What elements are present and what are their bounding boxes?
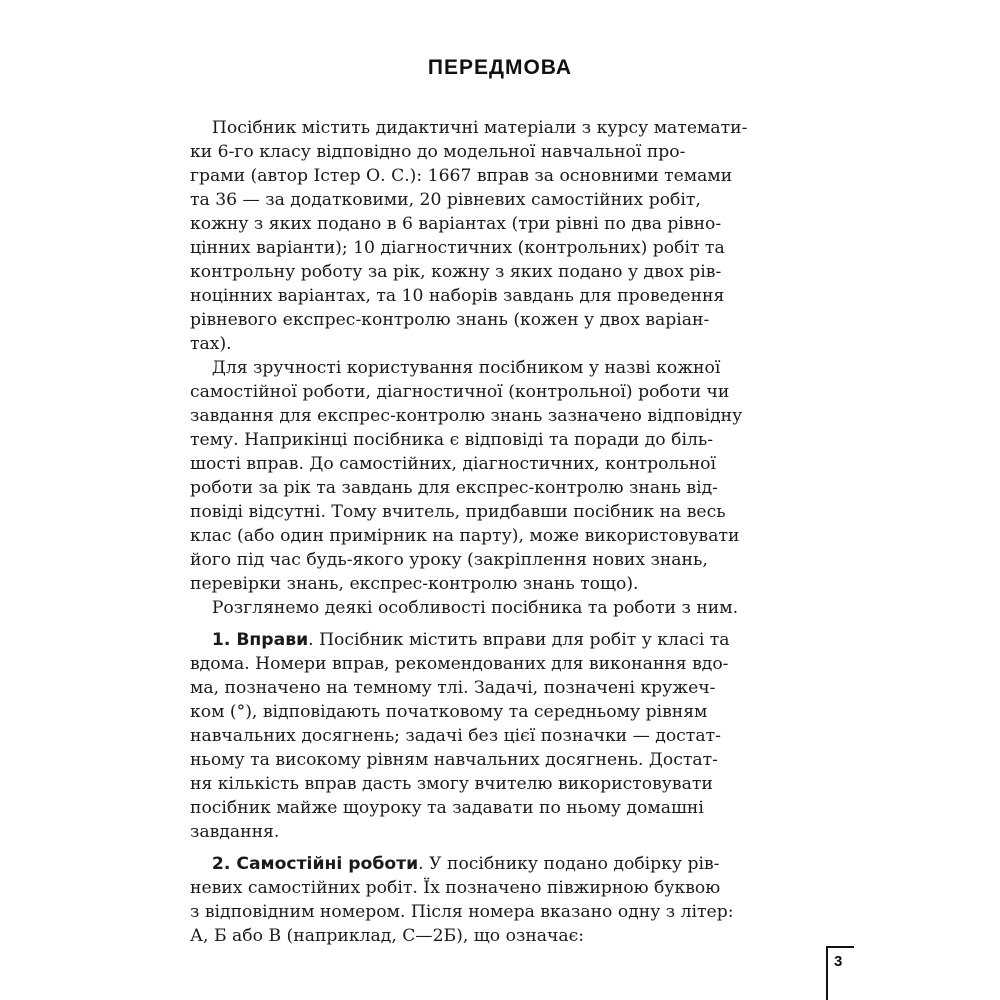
paragraph-independent-work — [190, 852, 830, 948]
text-line: з відповідним номером. Після номера вказано одну з літер: — [190, 902, 734, 922]
text-line: завдання. — [190, 822, 280, 842]
text-line: посібник майже щоуроку та задавати по ньому домашні — [190, 798, 704, 818]
paragraph-exercises — [190, 628, 830, 844]
paragraph-overview — [190, 596, 830, 620]
section-heading-independent-work: 2. Самостійні роботи — [211, 854, 419, 874]
text-line-rest: . Посібник містить вправи для робіт у класі та — [308, 630, 730, 650]
text-line: контрольну роботу за рік, кожну з яких подано у двох рів- — [190, 262, 722, 282]
page-number: 3 — [834, 953, 843, 970]
text-line: ня кількість вправ дасть змогу вчителю використовувати — [190, 774, 713, 794]
text-line: клас (або один примірник на парту), може використовувати — [190, 526, 740, 546]
text-line: тему. Наприкінці посібника є відповіді та поради до біль- — [190, 430, 714, 450]
text-line-rest: . У посібнику подано добірку рів- — [418, 854, 720, 874]
text-line: повіді відсутні. Тому вчитель, придбавши посібник на весь — [190, 502, 726, 522]
text-line: його під час будь-якого уроку (закріплення нових знань, — [190, 550, 708, 570]
text-line: навчальних досягнень; задачі без цієї позначки — достат- — [190, 726, 721, 746]
text-line: перевірки знань, експрес-контролю знань тощо). — [190, 574, 639, 594]
text-line: завдання для експрес-контролю знань зазначено відповідну — [190, 406, 743, 426]
text-line: Для зручності користування посібником у назві кожної — [190, 358, 721, 378]
text-line: ком (°), відповідають початковому та середньому рівням — [190, 702, 708, 722]
text-line: самостійної роботи, діагностичної (контрольної) роботи чи — [190, 382, 730, 402]
text-line: рівневого експрес-контролю знань (кожен у двох варіан- — [190, 310, 710, 330]
text-line: вдома. Номери вправ, рекомендованих для виконання вдо- — [190, 654, 729, 674]
text-line: шості вправ. До самостійних, діагностичних, контрольної — [190, 454, 716, 474]
section-heading-exercises: 1. Вправи — [211, 630, 309, 650]
text-line: невих самостійних робіт. Їх позначено півжирною буквою — [190, 878, 721, 898]
text-line — [190, 852, 830, 876]
text-line: ньому та високому рівням навчальних досягнень. Достат- — [190, 750, 718, 770]
text-line: ма, позначено на темному тлі. Задачі, позначені кружеч- — [190, 678, 716, 698]
paragraph-usage — [190, 356, 830, 596]
paragraph-intro — [190, 116, 830, 356]
text-line: цінних варіанти); 10 діагностичних (контрольних) робіт та — [190, 238, 725, 258]
page-title: ПЕРЕДМОВА — [427, 56, 573, 79]
text-line: роботи за рік та завдань для експрес-контролю знань від- — [190, 478, 718, 498]
text-line: тах). — [190, 334, 232, 354]
text-line: ки 6-го класу відповідно до модельної навчальної про- — [190, 142, 686, 162]
text-line — [190, 628, 830, 652]
text-line: грами (автор Істер О. С.): 1667 вправ за основними темами — [190, 166, 733, 186]
text-line: кожну з яких подано в 6 варіантах (три рівні по два рівно- — [190, 214, 722, 234]
body-text — [190, 116, 830, 948]
text-line: ноцінних варіантах, та 10 наборів завдань для проведення — [190, 286, 725, 306]
text-line: Розглянемо деякі особливості посібника та роботи з ним. — [190, 598, 739, 618]
text-line: Посібник містить дидактичні матеріали з курсу математи- — [190, 118, 748, 138]
text-line: А, Б або В (наприклад, С—2Б), що означає: — [190, 926, 585, 946]
text-line: та 36 — за додатковими, 20 рівневих самостійних робіт, — [190, 190, 701, 210]
